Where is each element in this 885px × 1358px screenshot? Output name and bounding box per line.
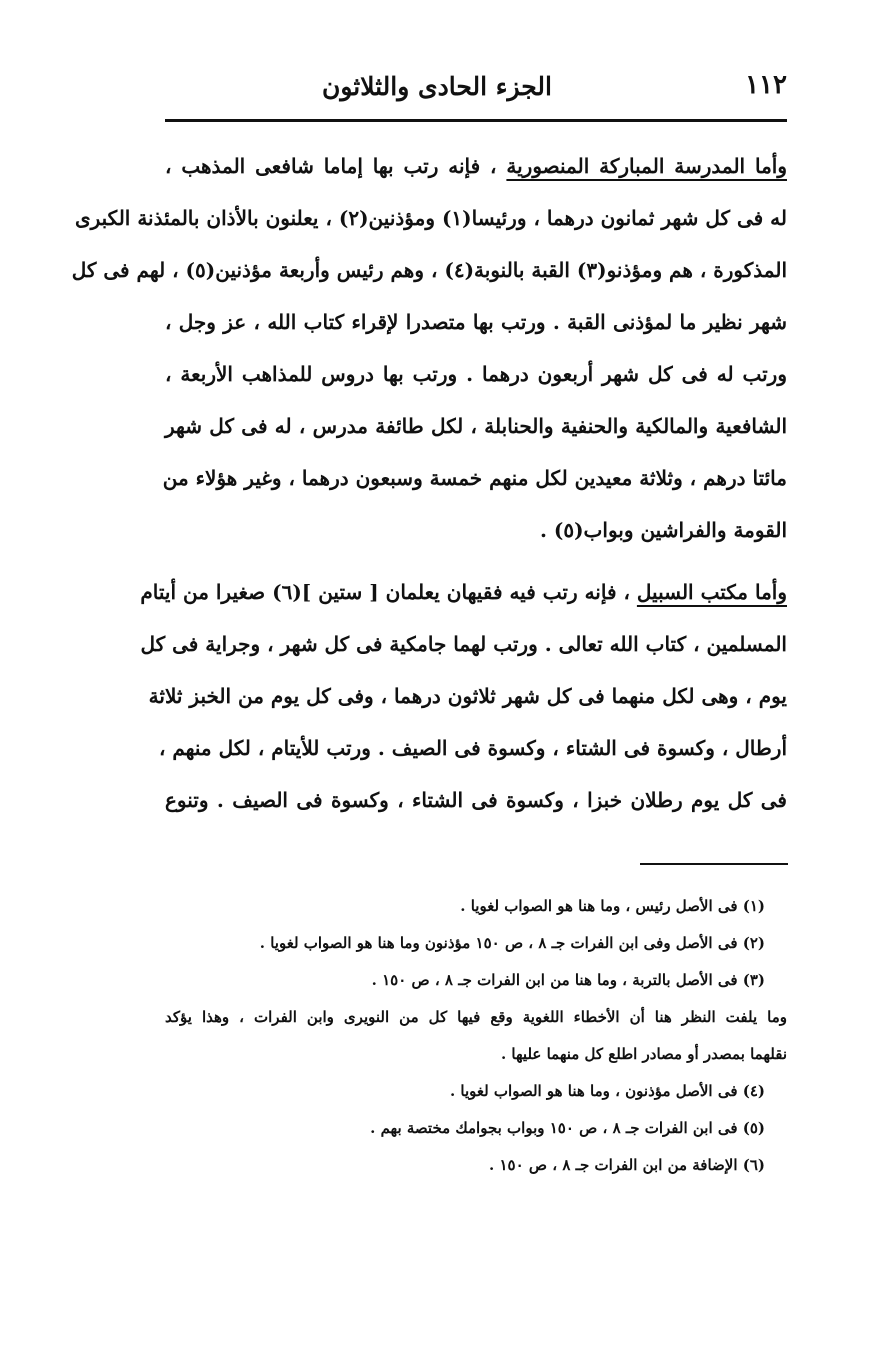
- footnote-5: (٥) فى ابن الفرات جـ ٨ ، ص ١٥٠ وبواب بجوامك مختصة بهم .: [370, 1119, 765, 1137]
- footnote-2: (٢) فى الأصل وفى ابن الفرات جـ ٨ ، ص ١٥٠ مؤذنون وما هنا هو الصواب لغويا .: [259, 934, 765, 952]
- text-line: [165, 140, 787, 192]
- paragraph-maktab: [140, 566, 787, 826]
- footnote-rule: [640, 863, 788, 865]
- footnote-remark-line: وما يلفت النظر هنا أن الأخطاء اللغوية وقع فيها كل من النويرى وابن الفرات ، وهذا يؤكد: [165, 1008, 787, 1026]
- text-line: ورتب له فى كل شهر أربعون درهما . ورتب بها دروس للمذاهب الأربعة ،: [165, 362, 787, 386]
- line-rest: ، فإنه رتب بها إماما شافعى المذهب ،: [165, 154, 497, 178]
- text-line: المسلمين ، كتاب الله تعالى . ورتب لهما جامكية فى كل شهر ، وجراية فى كل: [140, 632, 787, 656]
- header-rule: [165, 119, 787, 122]
- text-line: مائتا درهم ، وثلاثة معيدين لكل منهم خمسة وسبعون درهما ، وغير هؤلاء من: [162, 466, 787, 490]
- text-line: [140, 566, 787, 618]
- text-line: الشافعية والمالكية والحنفية والحنابلة ، لكل طائفة مدرس ، له فى كل شهر: [165, 414, 787, 438]
- footnotes: [165, 888, 787, 1184]
- text-line: يوم ، وهى لكل منهما فى كل شهر ثلاثون درهما ، وفى كل يوم من الخبز ثلاثة: [148, 684, 787, 708]
- text-line: المذكورة ، هم ومؤذنو(٣) القبة بالنوبة(٤) ، وهم رئيس وأربعة مؤذنين(٥) ، لهم فى كل: [71, 258, 787, 282]
- page-header: [165, 62, 787, 114]
- line-rest: ، فإنه رتب فيه فقيهان يعلمان [ ستين ](٦) صغيرا من أيتام: [140, 580, 630, 604]
- paragraph-madrasa: [71, 140, 787, 556]
- section-lead: وأما المدرسة المباركة المنصورية: [506, 154, 787, 178]
- text-line: القومة والفراشين وبواب(٥) .: [539, 518, 787, 542]
- running-title: الجزء الحادى والثلاثون: [321, 72, 552, 101]
- text-line: أرطال ، وكسوة فى الشتاء ، وكسوة فى الصيف . ورتب للأيتام ، لكل منهم ،: [158, 736, 787, 760]
- text-line: فى كل يوم رطلان خبزا ، وكسوة فى الشتاء ، وكسوة فى الصيف . وتنوع: [165, 788, 787, 812]
- footnote-6: (٦) الإضافة من ابن الفرات جـ ٨ ، ص ١٥٠ .: [489, 1156, 765, 1174]
- footnote-3: (٣) فى الأصل بالتربة ، وما هنا من ابن الفرات جـ ٨ ، ص ١٥٠ .: [371, 971, 765, 989]
- footnote-1: (١) فى الأصل رئيس ، وما هنا هو الصواب لغويا .: [460, 897, 765, 915]
- footnote-4: (٤) فى الأصل مؤذنون ، وما هنا هو الصواب لغويا .: [449, 1082, 765, 1100]
- text-line: له فى كل شهر ثمانون درهما ، ورئيسا(١) ومؤذنين(٢) ، يعلنون بالأذان بالمئذنة الكبرى: [74, 206, 787, 230]
- section-lead: وأما مكتب السبيل: [636, 580, 787, 604]
- footnote-remark-line: نقلهما بمصدر أو مصادر اطلع كل منهما عليها .: [500, 1045, 787, 1063]
- text-line: شهر نظير ما لمؤذنى القبة . ورتب بها متصدرا لإقراء كتاب الله ، عز وجل ،: [165, 310, 787, 334]
- page-number: ١١٢: [745, 70, 787, 100]
- main-text: [71, 140, 787, 826]
